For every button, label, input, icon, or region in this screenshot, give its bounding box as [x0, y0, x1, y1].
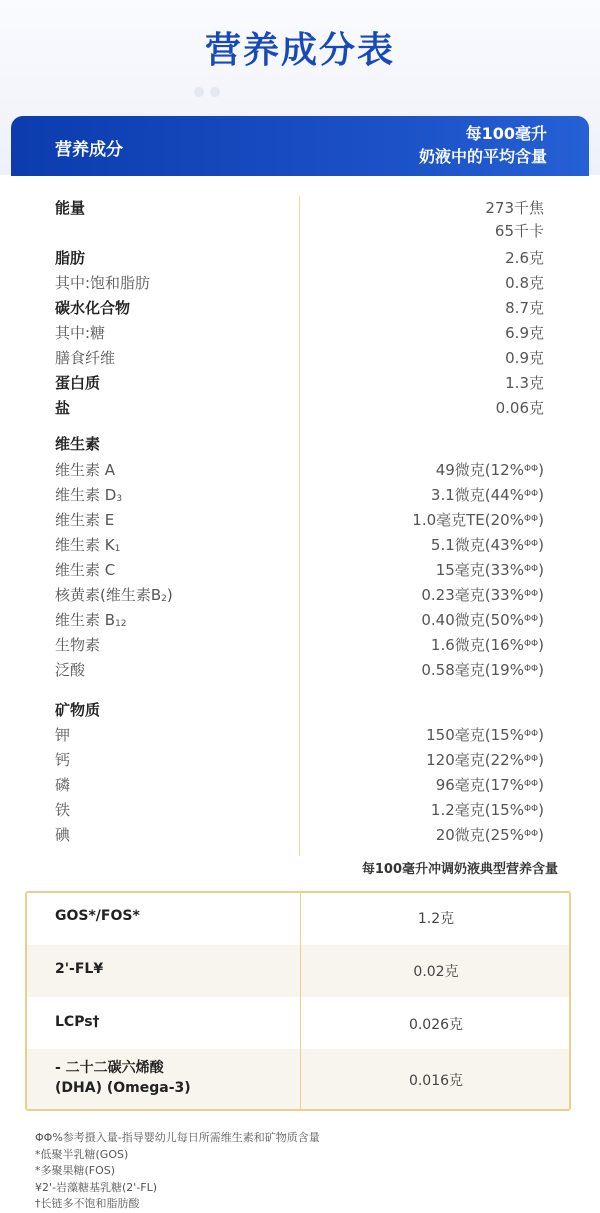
section-heading-minerals — [11, 698, 589, 723]
nutrient-name: 其中:饱和脂肪 — [55, 274, 151, 292]
footnote: *低聚半乳糖(GOS) — [35, 1147, 129, 1161]
footnote: ΦΦ%参考摄入量-指导婴幼儿每日所需维生素和矿物质含量 — [35, 1131, 320, 1144]
nutrient-name: 维生素 $B_{12}$ — [55, 611, 127, 629]
nutrition-table — [11, 176, 589, 856]
nutrient-value: 0.8克 — [505, 274, 544, 292]
nutrient-value: 49微克(12%$^{\Phi\Phi}$) — [435, 461, 544, 479]
column-divider — [300, 893, 301, 1109]
nutrient-name: 钙 — [55, 751, 71, 769]
nutrient-name: - 二十二碳六烯酸 (DHA) (Omega-3) — [55, 1060, 191, 1096]
nutrient-name: 泛酸 — [55, 661, 86, 679]
nutrient-name: 能量 — [55, 199, 86, 217]
nutrient-name: 生物素 — [55, 636, 101, 654]
nutrient-value: 6.9克 — [505, 324, 544, 342]
nutrient-value: 15毫克(33%$^{\Phi\Phi}$) — [435, 561, 544, 579]
nutrient-value: 5.1微克(43%$^{\Phi\Phi}$) — [430, 536, 544, 554]
footnotes — [35, 1130, 320, 1213]
carousel-dot[interactable] — [210, 87, 220, 97]
nutrient-value: 1.3克 — [505, 374, 544, 392]
table-row — [11, 196, 589, 221]
nutrient-value: 1.2毫克(15%$^{\Phi\Phi}$) — [430, 801, 544, 819]
nutrient-value: 3.1微克(44%$^{\Phi\Phi}$) — [430, 486, 544, 504]
nutrient-value: 150毫克(15%$^{\Phi\Phi}$) — [426, 726, 544, 744]
nutrient-name: GOS*/FOS* — [55, 908, 140, 924]
table-row — [11, 558, 589, 583]
header-right-line1: 每100毫升 — [465, 124, 547, 143]
footnote: ¥2'-岩藻糖基乳糖(2'-FL) — [35, 1180, 158, 1194]
page-title: 营养成分表 — [204, 30, 395, 71]
nutrient-value: 273千焦 — [485, 199, 544, 217]
nutrient-name: 铁 — [55, 801, 71, 819]
nutrient-name: 维生素 E — [55, 511, 115, 529]
nutrient-name: 碳水化合物 — [55, 299, 131, 317]
nutrient-name: 脂肪 — [55, 249, 86, 267]
nutrient-name: 蛋白质 — [55, 374, 101, 392]
table-row — [11, 533, 589, 558]
table-row — [11, 608, 589, 633]
nutrient-name: 维生素 A — [55, 461, 116, 479]
nutrient-name: 维生素 C — [55, 561, 116, 579]
footnote: †长链多不饱和脂肪酸 — [35, 1197, 140, 1210]
nutrient-value: 0.23毫克(33%$^{\Phi\Phi}$) — [421, 586, 544, 604]
table-row — [11, 483, 589, 508]
header-right-line2: 奶液中的平均含量 — [418, 147, 547, 166]
nutrient-value: 0.40微克(50%$^{\Phi\Phi}$) — [421, 611, 544, 629]
nutrient-name: 磷 — [55, 776, 71, 794]
header-nutrient-label: 营养成分 — [55, 140, 123, 160]
table-row — [11, 271, 589, 296]
nutrient-name: 维生素 $K_1$ — [55, 536, 121, 554]
table-row — [11, 219, 589, 244]
nutrient-value: 0.02克 — [413, 964, 459, 980]
table-row — [27, 997, 569, 1049]
nutrient-value: 120毫克(22%$^{\Phi\Phi}$) — [426, 751, 544, 769]
section-title: 维生素 — [55, 435, 101, 453]
nutrient-name: 钾 — [55, 726, 71, 744]
table-row — [11, 723, 589, 748]
special-table-caption: 每100毫升冲调奶液典型营养含量 — [361, 862, 558, 877]
table-row — [27, 1049, 569, 1109]
table-header — [11, 116, 589, 176]
table-row — [11, 583, 589, 608]
table-row — [11, 321, 589, 346]
nutrient-value: 1.2克 — [417, 911, 455, 927]
footnote: *多聚果糖(FOS) — [35, 1164, 116, 1177]
table-row — [11, 748, 589, 773]
nutrient-name: 维生素 $D_3$ — [55, 486, 123, 504]
nutrient-value: 0.026克 — [408, 1017, 464, 1033]
nutrient-value: 0.06克 — [495, 399, 544, 417]
nutrient-value: 1.0毫克TE(20%$^{\Phi\Phi}$) — [412, 511, 544, 529]
nutrient-name: LCPs† — [55, 1014, 100, 1030]
table-row — [11, 458, 589, 483]
nutrient-name: 膳食纤维 — [55, 349, 116, 367]
nutrient-value: 20微克(25%$^{\Phi\Phi}$) — [435, 826, 544, 844]
nutrient-value: 2.6克 — [505, 249, 544, 267]
nutrient-value: 65千卡 — [494, 222, 544, 240]
table-row — [11, 633, 589, 658]
section-heading-vitamins — [11, 432, 589, 457]
header-per-100ml-label — [419, 122, 547, 168]
nutrient-name: 盐 — [55, 399, 71, 417]
nutrient-value: 0.58毫克(19%$^{\Phi\Phi}$) — [421, 661, 544, 679]
nutrient-name: 碘 — [55, 826, 71, 844]
nutrient-value: 8.7克 — [505, 299, 544, 317]
nutrient-name: 2'-FL¥ — [55, 961, 104, 977]
nutrient-name: 核黄素(维生素$B_2$) — [55, 586, 173, 604]
table-row — [11, 371, 589, 396]
table-row — [11, 246, 589, 271]
special-nutrients-table — [25, 891, 571, 1111]
carousel-dots[interactable] — [194, 82, 226, 101]
table-row — [11, 396, 589, 421]
carousel-dot[interactable] — [194, 87, 204, 97]
nutrient-value: 1.6微克(16%$^{\Phi\Phi}$) — [430, 636, 544, 654]
nutrient-name: 其中:糖 — [55, 324, 106, 342]
table-row — [11, 798, 589, 823]
nutrient-value: 0.9克 — [505, 349, 544, 367]
table-row — [27, 893, 569, 945]
table-row — [11, 658, 589, 683]
table-row — [11, 296, 589, 321]
section-title: 矿物质 — [55, 701, 101, 719]
table-row — [11, 346, 589, 371]
nutrient-value: 0.016克 — [408, 1073, 464, 1089]
table-row — [11, 508, 589, 533]
table-row — [11, 823, 589, 848]
table-row — [27, 945, 569, 997]
table-row — [11, 773, 589, 798]
nutrient-value: 96毫克(17%$^{\Phi\Phi}$) — [435, 776, 544, 794]
